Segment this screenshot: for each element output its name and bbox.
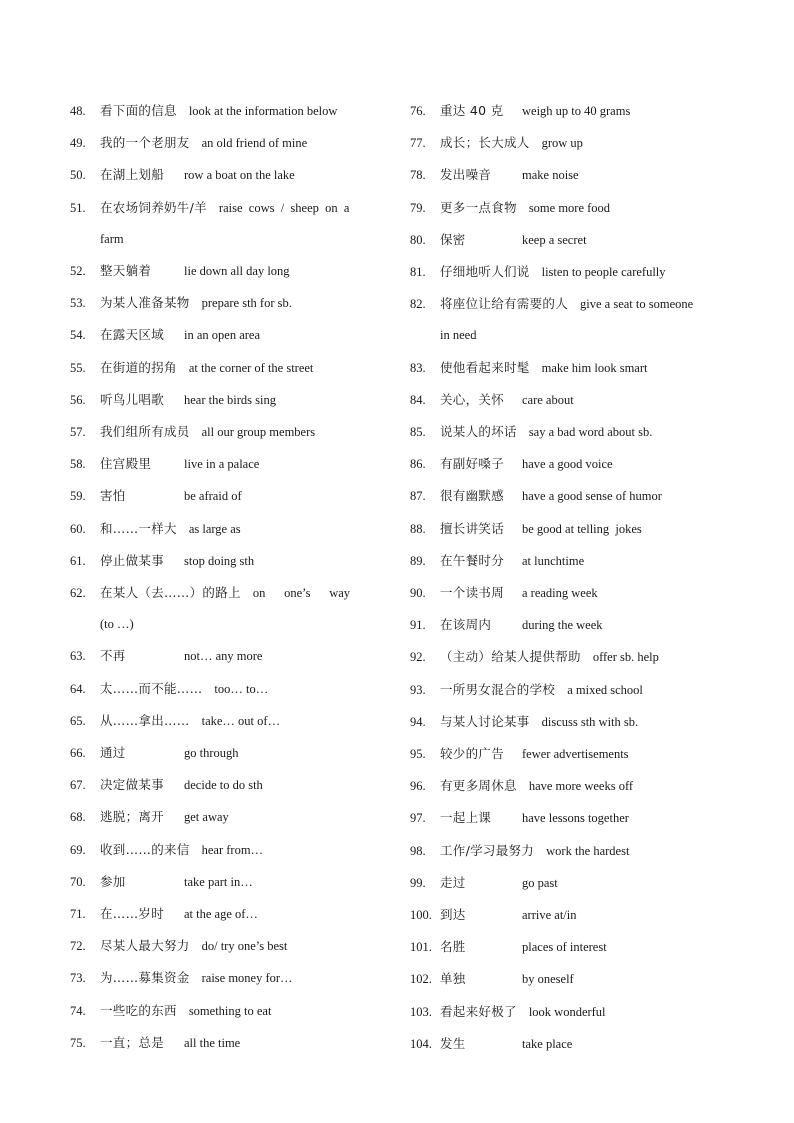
vocab-entry: [410, 480, 728, 512]
vocab-entry: [410, 835, 728, 867]
english-phrase: keep a secret: [522, 232, 587, 247]
vocab-entry: [410, 963, 728, 995]
english-phrase: at the corner of the street: [188, 360, 314, 375]
vocab-entry: [70, 255, 388, 287]
vocab-entry: [70, 287, 388, 319]
left-column: [70, 95, 388, 1059]
vocab-entry: [70, 962, 388, 994]
vocab-entry: [410, 996, 728, 1028]
english-phrase: go past: [522, 875, 558, 890]
vocab-entry: [70, 898, 388, 930]
chinese-term: 工作/学习最努力: [440, 842, 535, 858]
english-phrase: work the hardest: [546, 843, 630, 858]
entry-number: 58.: [70, 457, 86, 472]
entry-number: 77.: [410, 136, 426, 151]
entry-number: 91.: [410, 618, 426, 633]
vocab-entry: [70, 159, 388, 191]
chinese-term: 在湖上划船: [100, 167, 165, 183]
english-phrase: have lessons together: [522, 811, 629, 826]
entry-number: 56.: [70, 392, 86, 407]
chinese-term: 关心，关怀: [440, 391, 505, 407]
english-phrase: do/ try one’s best: [201, 939, 288, 954]
vocab-entry: [70, 673, 388, 705]
chinese-term: 决定做某事: [100, 777, 165, 793]
english-phrase: not… any more: [184, 649, 263, 664]
entry-number: 71.: [70, 907, 86, 922]
entry-number: 73.: [70, 971, 86, 986]
phrase-continuation: (to …): [100, 617, 134, 632]
vocab-entry: [70, 95, 388, 127]
chinese-term: 名胜: [440, 939, 466, 955]
vocab-entry: [70, 769, 388, 801]
entry-number: 81.: [410, 265, 426, 280]
entry-number: 49.: [70, 136, 86, 151]
vocab-entry: [70, 577, 388, 609]
vocab-entry: [70, 192, 388, 224]
english-phrase: an old friend of mine: [201, 136, 308, 151]
english-phrase: weigh up to 40 grams: [522, 104, 631, 118]
english-phrase: look at the information below: [188, 104, 338, 118]
english-phrase: lie down all day long: [184, 264, 290, 279]
chinese-term: 通过: [100, 745, 126, 761]
entry-number: 101.: [410, 940, 432, 955]
entry-number: 69.: [70, 842, 86, 857]
vocab-entry: [70, 545, 388, 577]
vocab-entry: [70, 995, 388, 1027]
vocab-entry: [70, 1027, 388, 1059]
english-phrase: stop doing sth: [184, 553, 255, 568]
vocab-entry: [410, 416, 728, 448]
entry-number: 68.: [70, 810, 86, 825]
entry-number: 103.: [410, 1004, 432, 1019]
vocab-entry: [70, 319, 388, 351]
entry-number: 62.: [70, 586, 86, 601]
entry-number: 80.: [410, 232, 426, 247]
chinese-term: 在某人（去……）的路上: [100, 585, 241, 601]
chinese-term: 住宫殿里: [100, 456, 152, 472]
english-phrase: too… to…: [214, 681, 269, 696]
english-phrase: make noise: [522, 168, 579, 183]
english-phrase: live in a palace: [184, 457, 260, 472]
vocab-entry: [410, 609, 728, 641]
chinese-term: 整天躺着: [100, 263, 152, 279]
chinese-term: 在午餐时分: [440, 552, 505, 568]
english-phrase: in an open area: [184, 328, 261, 343]
vocab-entry: [410, 577, 728, 609]
chinese-term: 害怕: [100, 488, 126, 504]
entry-number: 94.: [410, 714, 426, 729]
english-phrase: row a boat on the lake: [184, 168, 295, 183]
entry-number: 100.: [410, 908, 432, 923]
english-phrase: have more weeks off: [528, 779, 634, 794]
chinese-term: 看起来好极了: [440, 1003, 517, 1019]
english-phrase: all the time: [184, 1035, 241, 1050]
english-phrase: look wonderful: [528, 1004, 606, 1019]
english-phrase: discuss sth with sb.: [541, 714, 639, 729]
english-phrase: decide to do sth: [184, 778, 263, 793]
entry-number: 64.: [70, 681, 86, 696]
chinese-term: 在农场饲养奶牛/羊: [100, 199, 207, 215]
entry-number: 90.: [410, 586, 426, 601]
english-phrase: raise cows / sheep on a: [218, 200, 350, 215]
entry-number: 61.: [70, 553, 86, 568]
vocab-entry: [70, 834, 388, 866]
english-phrase: have a good sense of humor: [522, 489, 662, 504]
chinese-term: 说某人的坏话: [440, 424, 517, 440]
entry-number: 52.: [70, 264, 86, 279]
vocab-entry: [410, 127, 728, 159]
english-phrase: listen to people carefully: [541, 265, 666, 280]
vocab-entry: [410, 641, 728, 673]
chinese-term: 成长；长大成人: [440, 135, 530, 151]
english-phrase: all our group members: [201, 425, 316, 440]
english-phrase: fewer advertisements: [522, 747, 629, 762]
chinese-term: 单独: [440, 971, 466, 987]
chinese-term: 逃脱；离开: [100, 809, 165, 825]
vocab-entry: [70, 640, 388, 672]
entry-number: 48.: [70, 104, 86, 118]
english-phrase: by oneself: [522, 972, 574, 987]
chinese-term: 听鸟儿唱歌: [100, 391, 165, 407]
chinese-term: 我的一个老朋友: [100, 135, 190, 151]
vocab-entry: [70, 127, 388, 159]
vocab-entry: [410, 770, 728, 802]
entry-number: 54.: [70, 328, 86, 343]
vocab-entry: [410, 738, 728, 770]
chinese-term: 一个读书周: [440, 585, 505, 601]
entry-number: 97.: [410, 811, 426, 826]
entry-number: 85.: [410, 425, 426, 440]
chinese-term: （主动）给某人提供帮助: [440, 649, 581, 665]
english-phrase: at lunchtime: [522, 553, 585, 568]
chinese-term: 与某人讨论某事: [440, 713, 530, 729]
entry-number: 82.: [410, 297, 426, 312]
english-phrase: a mixed school: [567, 682, 643, 697]
phrase-continuation: in need: [440, 328, 477, 343]
chinese-term: 我们组所有成员: [100, 424, 190, 440]
vocab-entry: [70, 930, 388, 962]
english-phrase: take… out of…: [201, 713, 281, 728]
english-phrase: hear from…: [201, 842, 264, 857]
english-phrase: on one’s way: [252, 586, 351, 601]
chinese-term: 将座位让给有需要的人: [440, 296, 569, 312]
english-phrase: be good at telling jokes: [522, 521, 642, 536]
vocab-entry: [70, 480, 388, 512]
entry-number: 78.: [410, 168, 426, 183]
chinese-term: 到达: [440, 907, 466, 923]
english-phrase: care about: [522, 392, 574, 407]
vocab-entry: [70, 448, 388, 480]
chinese-term: 为……募集资金: [100, 970, 190, 986]
english-phrase: make him look smart: [541, 360, 648, 375]
entry-number: 87.: [410, 489, 426, 504]
vocab-entry: [410, 867, 728, 899]
phrase-continuation: farm: [100, 231, 124, 246]
chinese-term: 重达 40 克: [440, 103, 504, 118]
chinese-term: 在……岁时: [100, 906, 165, 922]
entry-number: 76.: [410, 104, 426, 118]
chinese-term: 一起上课: [440, 810, 492, 826]
entry-number: 79.: [410, 200, 426, 215]
vocab-entry: [410, 899, 728, 931]
vocab-entry: [410, 192, 728, 224]
entry-number: 65.: [70, 713, 86, 728]
entry-number: 57.: [70, 425, 86, 440]
vocab-entry: [410, 513, 728, 545]
english-phrase: hear the birds sing: [184, 392, 276, 407]
chinese-term: 较少的广告: [440, 746, 505, 762]
english-phrase: during the week: [522, 618, 603, 633]
entry-number: 75.: [70, 1035, 86, 1050]
english-phrase: get away: [184, 810, 229, 825]
vocab-entry: [410, 384, 728, 416]
vocab-entry: [70, 866, 388, 898]
entry-number: 70.: [70, 874, 86, 889]
vocab-entry: [410, 288, 728, 320]
vocab-entry: [410, 706, 728, 738]
vocab-entry: [70, 737, 388, 769]
english-phrase: something to eat: [188, 1003, 272, 1018]
vocab-entry: [410, 159, 728, 191]
chinese-term: 在该周内: [440, 617, 492, 633]
chinese-term: 仔细地听人们说: [440, 264, 530, 280]
entry-number: 51.: [70, 200, 86, 215]
entry-number: 89.: [410, 553, 426, 568]
entry-number: 66.: [70, 746, 86, 761]
english-phrase: at the age of…: [184, 907, 258, 922]
entry-number: 86.: [410, 457, 426, 472]
chinese-term: 尽某人最大努力: [100, 938, 190, 954]
chinese-term: 在街道的拐角: [100, 359, 177, 375]
english-phrase: prepare sth for sb.: [201, 296, 292, 311]
chinese-term: 保密: [440, 231, 466, 247]
english-phrase: grow up: [541, 136, 583, 151]
chinese-term: 使他看起来时髦: [440, 359, 530, 375]
chinese-term: 一所男女混合的学校: [440, 681, 556, 697]
vocab-entry: [410, 95, 728, 127]
english-phrase: offer sb. help: [592, 650, 659, 665]
chinese-term: 看下面的信息: [100, 103, 177, 118]
entry-number: 92.: [410, 650, 426, 665]
english-phrase: arrive at/in: [522, 908, 577, 923]
right-column: [410, 95, 728, 1060]
chinese-term: 有副好嗓子: [440, 456, 505, 472]
entry-number: 88.: [410, 521, 426, 536]
entry-number: 99.: [410, 875, 426, 890]
chinese-term: 一些吃的东西: [100, 1002, 177, 1018]
vocab-entry: [410, 545, 728, 577]
chinese-term: 不再: [100, 648, 126, 664]
entry-number: 55.: [70, 360, 86, 375]
entry-number: 63.: [70, 649, 86, 664]
entry-number: 93.: [410, 682, 426, 697]
english-phrase: as large as: [188, 521, 241, 536]
chinese-term: 一直；总是: [100, 1034, 165, 1050]
chinese-term: 为某人准备某物: [100, 295, 190, 311]
entry-number: 102.: [410, 972, 432, 987]
vocab-entry: [70, 801, 388, 833]
chinese-term: 发生: [440, 1035, 466, 1051]
vocab-entry: [70, 513, 388, 545]
entry-number: 60.: [70, 521, 86, 536]
entry-number: 104.: [410, 1036, 432, 1051]
english-phrase: some more food: [528, 200, 611, 215]
english-phrase: have a good voice: [522, 457, 613, 472]
vocab-entry: [410, 1028, 728, 1060]
entry-number: 53.: [70, 296, 86, 311]
vocab-entry: [70, 705, 388, 737]
chinese-term: 发出噪音: [440, 167, 492, 183]
chinese-term: 很有幽默感: [440, 488, 505, 504]
vocab-entry: [410, 802, 728, 834]
entry-number: 96.: [410, 779, 426, 794]
vocab-entry: [70, 384, 388, 416]
entry-number: 67.: [70, 778, 86, 793]
english-phrase: take place: [522, 1036, 573, 1051]
chinese-term: 参加: [100, 873, 126, 889]
entry-number: 95.: [410, 747, 426, 762]
vocab-entry: [410, 256, 728, 288]
entry-number: 59.: [70, 489, 86, 504]
chinese-term: 有更多周休息: [440, 778, 517, 794]
entry-number: 98.: [410, 843, 426, 858]
entry-number: 84.: [410, 392, 426, 407]
chinese-term: 从……拿出……: [100, 712, 190, 728]
chinese-term: 在露天区域: [100, 327, 165, 343]
english-phrase: give a seat to someone: [580, 297, 694, 312]
vocab-entry: [410, 224, 728, 256]
vocab-entry: [410, 931, 728, 963]
english-phrase: raise money for…: [201, 971, 293, 986]
chinese-term: 和……一样大: [100, 520, 177, 536]
english-phrase: places of interest: [522, 940, 607, 955]
english-phrase: a reading week: [522, 586, 598, 601]
entry-number: 83.: [410, 360, 426, 375]
english-phrase: take part in…: [184, 874, 253, 889]
chinese-term: 停止做某事: [100, 552, 165, 568]
vocab-entry: [70, 352, 388, 384]
entry-number: 74.: [70, 1003, 86, 1018]
entry-number: 72.: [70, 939, 86, 954]
vocab-entry: [410, 352, 728, 384]
english-phrase: be afraid of: [184, 489, 242, 504]
vocab-entry: [70, 416, 388, 448]
entry-number: 50.: [70, 168, 86, 183]
vocab-entry: [410, 448, 728, 480]
english-phrase: say a bad word about sb.: [528, 425, 653, 440]
english-phrase: go through: [184, 746, 239, 761]
vocab-entry: [410, 674, 728, 706]
chinese-term: 收到……的来信: [100, 841, 190, 857]
chinese-term: 太……而不能……: [100, 680, 203, 696]
chinese-term: 更多一点食物: [440, 199, 517, 215]
chinese-term: 走过: [440, 874, 466, 890]
chinese-term: 擅长讲笑话: [440, 520, 505, 536]
